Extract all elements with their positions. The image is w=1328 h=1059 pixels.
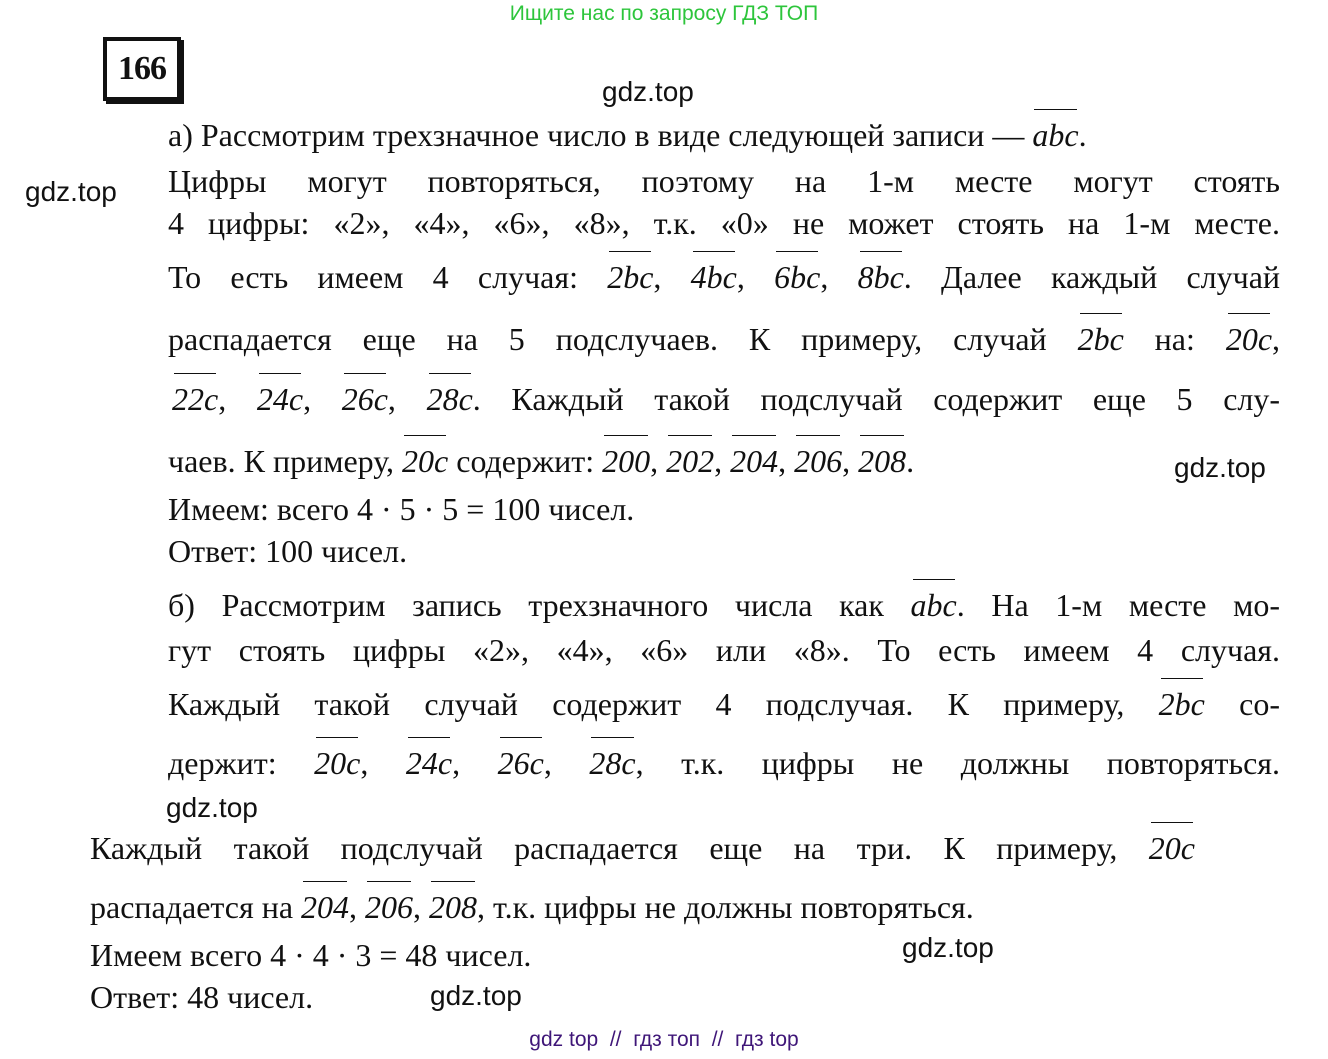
overlined-number: 2bc	[1158, 686, 1205, 722]
watermark: gdz.top	[430, 980, 522, 1011]
overlined-number: 28c	[426, 381, 473, 417]
overlined-number: 204	[730, 443, 779, 479]
overlined-number: 206	[794, 443, 843, 479]
text-line: а) Рассмотрим трехзначное число в виде следующей записи — abc.	[168, 117, 1087, 153]
watermark: gdz.top	[602, 76, 694, 107]
text-line: То есть имеем 4 случая: 2bc, 4bc, 6bc, 8bc. Далее каждый случай	[168, 259, 1281, 295]
overlined-number: abc	[910, 587, 957, 623]
watermark: gdz.top	[1174, 452, 1266, 483]
text-line: б) Рассмотрим запись трехзначного числа как abc. На 1-м месте мо-	[168, 587, 1281, 623]
overlined-number: 22c	[172, 381, 219, 417]
text-line: распадается на 204, 206, 208, т.к. цифры не должны повторяться.	[90, 889, 974, 925]
text-line: 22c, 24c, 26c, 28c. Каждый такой подслучай содержит еще 5 слу-	[172, 381, 1281, 417]
overlined-number: 204	[301, 889, 350, 925]
text-line: Цифры могут повторяться, поэтому на 1-м месте могут стоять	[168, 163, 1280, 199]
overlined-number: 208	[429, 889, 478, 925]
overlined-number: 206	[365, 889, 414, 925]
overlined-number: 6bc	[774, 259, 821, 295]
search-banner: Ищите нас по запросу ГДЗ ТОП	[509, 2, 819, 25]
overlined-number: 20c	[402, 443, 449, 479]
footer-links: gdz top // гдз топ // гдз top	[529, 1028, 799, 1051]
text-line: распадается еще на 5 подслучаев. К примеру, случай 2bc на: 20c,	[168, 321, 1281, 357]
text-line: 4 цифры: «2», «4», «6», «8», т.к. «0» не может стоять на 1-м месте.	[168, 205, 1280, 241]
text-line: чаев. К примеру, 20c содержит: 200, 202, 204, 206, 208.	[168, 443, 915, 479]
overlined-number: 26c	[497, 745, 544, 781]
overlined-number: abc	[1032, 117, 1079, 153]
overlined-number: 8bc	[857, 259, 904, 295]
watermark: gdz.top	[25, 176, 117, 207]
overlined-number: 20c	[1225, 321, 1273, 357]
problem-number: 166	[103, 37, 181, 101]
text-line: Ответ: 48 чисел.	[90, 979, 314, 1015]
watermark: gdz.top	[902, 932, 994, 963]
overlined-number: 24c	[405, 745, 453, 781]
overlined-number: 20c	[1148, 830, 1195, 866]
overlined-number: 202	[666, 443, 715, 479]
text-line: держит: 20c, 24c, 26c, 28c, т.к. цифры не должны повторяться.	[168, 745, 1281, 781]
text-line: Имеем всего 4 · 4 · 3 = 48 чисел.	[90, 937, 532, 973]
text-line: Имеем: всего 4 · 5 · 5 = 100 чисел.	[168, 491, 635, 527]
overlined-number: 2bc	[607, 259, 654, 295]
overlined-number: 24c	[256, 381, 304, 417]
overlined-number: 28c	[589, 745, 636, 781]
text-line: Каждый такой случай содержит 4 подслучая. К примеру, 2bc со-	[168, 686, 1281, 722]
overlined-number: 20c	[314, 745, 361, 781]
watermark: gdz.top	[166, 792, 258, 823]
overlined-number: 200	[602, 443, 651, 479]
overlined-number: 26c	[341, 381, 388, 417]
text-line: гут стоять цифры «2», «4», «6» или «8». То есть имеем 4 случая.	[168, 632, 1280, 668]
overlined-number: 2bc	[1077, 321, 1124, 357]
text-line: Каждый такой подслучай распадается еще на три. К примеру, 20c	[90, 830, 1195, 866]
text-line: Ответ: 100 чисел.	[168, 533, 408, 569]
overlined-number: 208	[858, 443, 907, 479]
overlined-number: 4bc	[690, 259, 737, 295]
